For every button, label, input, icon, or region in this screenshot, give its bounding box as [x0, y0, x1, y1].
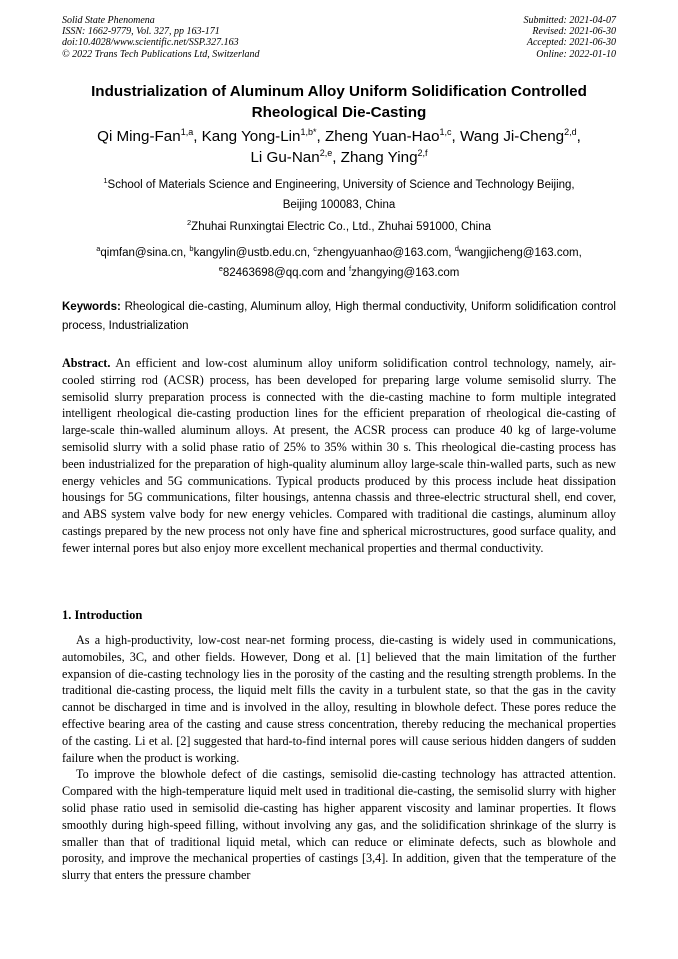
- introduction-body: [62, 632, 616, 884]
- email-address[interactable]: 82463698@qq.com and: [222, 266, 349, 279]
- paragraph: As a high-productivity, low-cost near-net forming process, die-casting is widely used in communications, automobiles, 3C, and other fields. However, Dong et al. [1] believed that the main limitation of the further expansion of die-casting technology lies in the porosity of the casting and the resulting strength problems. In the traditional die-casting process, the liquid melt fills the cavity in a turbulent state, so that the gas in the cavity cannot be discharged in time and is involved in the alloy, resulting in blowhole defect. These pores reduce the effective bearing area of the casting and cause stress concentration, thereby reducing the mechanical properties of the casting. Li et al. [2] suggested that hard-to-find internal pores will cause serious hidden dangers of sudden failure when the product is working.: [62, 633, 616, 765]
- author: Zhang Ying: [340, 148, 418, 166]
- affiliation-text: School of Materials Science and Engineering, University of Science and Technology Beijing,: [107, 179, 575, 191]
- date-online: Online: 2022-01-10: [536, 48, 616, 60]
- affiliation-text: Beijing 100083, China: [282, 198, 396, 211]
- author: Li Gu-Nan: [250, 148, 320, 166]
- abstract-block: [62, 355, 616, 557]
- email-address[interactable]: zhengyuanhao@163.com,: [317, 247, 455, 259]
- abstract-text: An efficient and low-cost aluminum alloy uniform solidification control technology, namely, air-cooled stirring rod (ACSR) process, has been developed for preparing large volume semisolid slurry. The semisolid slurry preparation process is connected with the die-casting machine to form multiple integrated intelligent rheological die-casting production lines for the efficient preparation of rheological die-casting of large-scale thin-walled aluminum alloys. At present, the ACSR process can produce 40 kg of large-volume semisolid slurry with a solid phase ratio of 25% to 35% within 30 s. This rheological die-casting process has been industrialized for the preparation of high-quality aluminum alloy large-scale thin-walled parts, such as new energy vehicles and 5G communications. Typical products produced by this process include heat dissipation housings for 5G communications, filter housings, antenna chassis and three-electric structural shell, end cover, and ABS system valve body for new energy vehicles. Compared with traditional die castings, aluminum alloy castings prepared by the new process not only have fine and spherical microstructures, good surface quality, and fewer internal pores but also enjoy more excellent mechanical properties and thermal conductivity.: [62, 356, 616, 555]
- paragraph: To improve the blowhole defect of die castings, semisolid die-casting technology has attracted attention. Compared with the high-temperature liquid melt used in traditional die-casting, the semisolid slurry with higher solid phase ratio used in semisolid die-casting has higher apparent viscosity and laminar properties. It flows smoothly during high-speed filling, without involving any gas, and the solidification shrinkage of the slurry is smaller than that of traditional liquid metal, which can reduce or eliminate defects, such as blowhole and porosity, and improve the mechanical properties of castings [3,4]. In addition, given that the temperature of the slurry that enters the pressure chamber: [62, 767, 616, 883]
- author: Zheng Yuan-Hao: [324, 128, 440, 145]
- email-list: $^a$qimfan@sina.cn, $^b$kangylin@ustb.edu.cn, $^c$zhengyuanhao@163.com, $^d$wangjicheng@163.com, $^e$82463698@qq.com and $^f$zhangying@163.com: [96, 244, 582, 279]
- author-line-1: Qi Ming-Fan$^{1,a}$, Kang Yong-Lin$^{1,b*}$, Zheng Yuan-Hao$^{1,c}$, Wang Ji-Cheng$^{2,d}$,: [97, 126, 581, 145]
- author-line-2: Li Gu-Nan$^{2,e}$, Zhang Ying$^{2,f}$: [250, 147, 428, 166]
- author: Kang Yong-Lin: [201, 128, 301, 145]
- email-address[interactable]: wangjicheng@163.com,: [458, 247, 582, 259]
- paper-title: [62, 82, 616, 123]
- author: Qi Ming-Fan: [97, 128, 181, 145]
- journal-header-right: [524, 15, 617, 60]
- author-sup: 1,b*: [300, 126, 317, 137]
- email-address[interactable]: qimfan@sina.cn,: [100, 247, 190, 259]
- author-sup: 1,c: [439, 126, 452, 137]
- email-address[interactable]: kangylin@ustb.edu.cn,: [193, 247, 314, 259]
- abstract-label: Abstract.: [62, 356, 111, 370]
- keywords-label: Keywords:: [62, 301, 121, 313]
- title-line-1: Industrialization of Aluminum Alloy Uniform Solidification Controlled: [91, 83, 587, 100]
- affiliation-1: [62, 176, 616, 215]
- keywords-text: Rheological die-casting, Aluminum alloy, High thermal conductivity, Uniform solidification control process, Industrialization: [62, 301, 616, 332]
- journal-copyright: © 2022 Trans Tech Publications Ltd, Switzerland: [62, 48, 260, 60]
- author-list: [62, 127, 616, 168]
- author: Wang Ji-Cheng: [459, 128, 565, 145]
- author-sup: 1,a: [180, 126, 194, 137]
- journal-issn: ISSN: 1662-9779, Vol. 327, pp 163-171: [62, 26, 220, 38]
- author-sup: 2,d: [564, 126, 577, 137]
- date-submitted: Submitted: 2021-04-07: [523, 15, 616, 26]
- date-accepted: Accepted: 2021-06-30: [526, 37, 616, 49]
- author-sup: 2,f: [417, 147, 428, 158]
- journal-header-left: [62, 15, 260, 60]
- email-address[interactable]: zhangying@163.com: [351, 266, 460, 279]
- date-revised: Revised: 2021-06-30: [532, 26, 616, 38]
- author-sup: 2,e: [319, 147, 333, 158]
- affiliation-sup: 2: [187, 218, 192, 228]
- journal-name: Solid State Phenomena: [62, 15, 155, 26]
- section-heading: 1. Introduction: [62, 608, 143, 622]
- title-line-2: Rheological Die-Casting: [251, 103, 427, 121]
- affiliation-sup: 1: [103, 176, 108, 186]
- journal-doi: doi:10.4028/www.scientific.net/SSP.327.163: [62, 37, 239, 49]
- keywords-block: [62, 298, 616, 336]
- affiliation-2: [62, 218, 616, 238]
- affiliation-text: Zhuhai Runxingtai Electric Co., Ltd., Zhuhai 591000, China: [191, 221, 491, 233]
